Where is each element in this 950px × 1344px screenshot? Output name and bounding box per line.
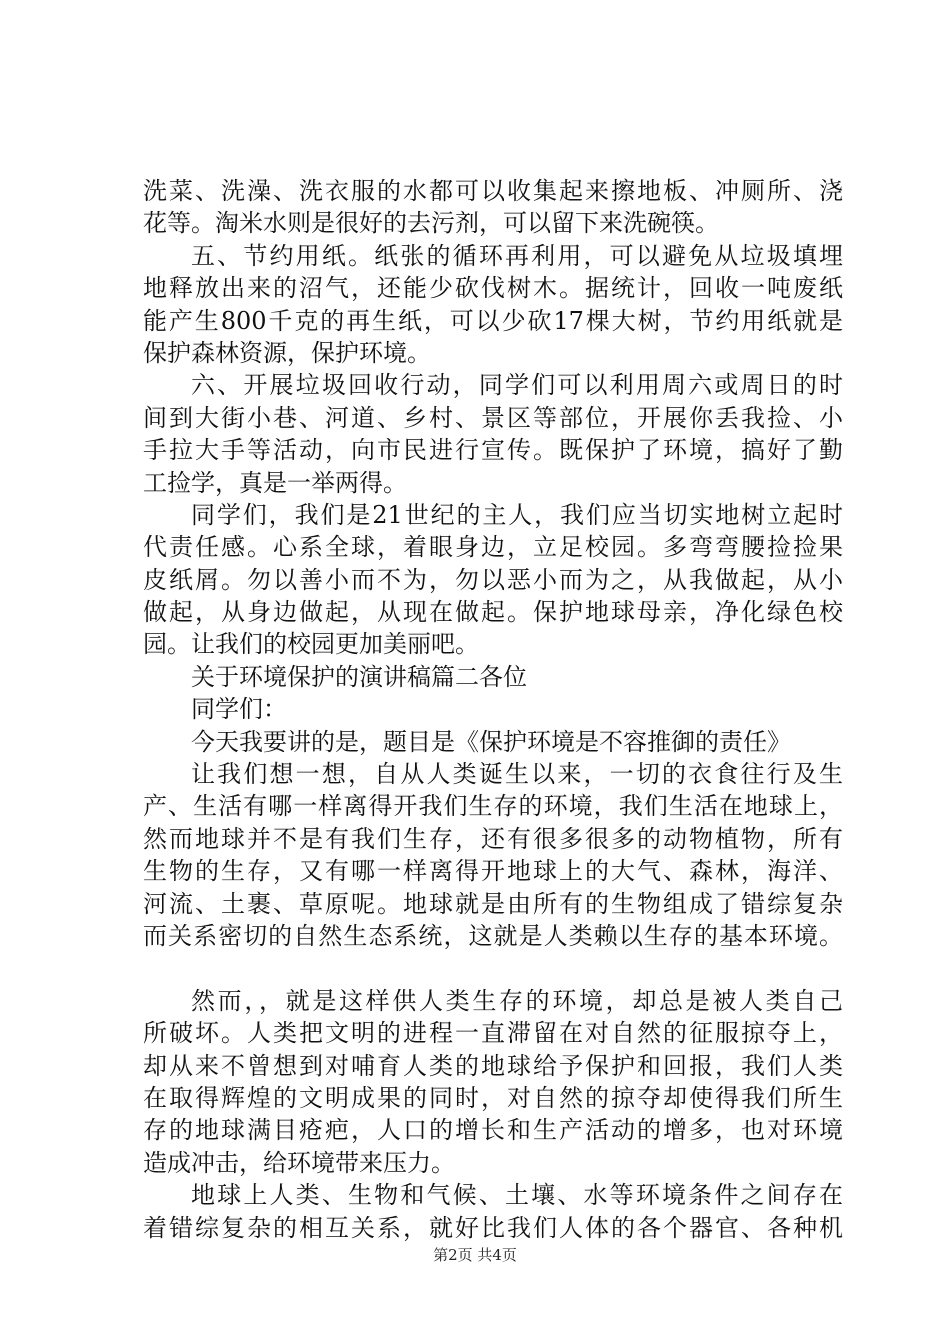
text-line: 所破坏。人类把文明的进程一直滞留在对自然的征服掠夺上， xyxy=(143,1019,843,1048)
text-line: 间到大街小巷、河道、乡村、景区等部位，开展你丢我捡、小 xyxy=(143,403,843,432)
text-line: 同学们，我们是21世纪的主人，我们应当切实地树立起时 xyxy=(191,500,843,529)
text-line: 同学们： xyxy=(191,695,287,724)
text-line: 手拉大手等活动，向市民进行宣传。既保护了环境，搞好了勤 xyxy=(143,436,843,465)
text-line: 保护森林资源，保护环境。 xyxy=(143,338,431,367)
text-line: 着错综复杂的相互关系，就好比我们人体的各个器官、各种机 xyxy=(143,1213,843,1242)
text-line: 代责任感。心系全球，着眼身边，立足校园。多弯弯腰捡捡果 xyxy=(143,533,843,562)
text-line: 做起，从身边做起，从现在做起。保护地球母亲，净化绿色校 xyxy=(143,598,843,627)
text-line: 地球上人类、生物和气候、土壤、水等环境条件之间存在 xyxy=(191,1181,843,1210)
text-line: 能产生800千克的再生纸，可以少砍17棵大树，节约用纸就是 xyxy=(143,306,843,335)
text-line: 然而地球并不是有我们生存，还有很多很多的动物植物，所有 xyxy=(143,824,843,853)
document-body xyxy=(143,175,843,1244)
text-line: 工捡学，真是一举两得。 xyxy=(143,468,407,497)
text-line: 关于环境保护的演讲稿篇二各位 xyxy=(191,662,527,691)
text-line: 地释放出来的沼气，还能少砍伐树木。据统计，回收一吨废纸 xyxy=(143,274,843,303)
text-line: 存的地球满目疮疤，人口的增长和生产活动的增多，也对环境 xyxy=(143,1116,843,1145)
text-line: 而关系密切的自然生态系统，这就是人类赖以生存的基本环境。 xyxy=(143,921,843,950)
text-line: 产、生活有哪一样离得开我们生存的环境，我们生活在地球上， xyxy=(143,792,843,821)
text-line: 让我们想一想，自从人类诞生以来，一切的衣食往行及生 xyxy=(191,760,843,789)
text-line: 然而，，就是这样供人类生存的环境，却总是被人类自己 xyxy=(191,986,843,1015)
text-line: 皮纸屑。勿以善小而不为，勿以恶小而为之，从我做起，从小 xyxy=(143,565,843,594)
paragraph-gap xyxy=(143,952,843,984)
text-line: 园。让我们的校园更加美丽吧。 xyxy=(143,630,479,659)
text-line: 今天我要讲的是，题目是《保护环境是不容推御的责任》 xyxy=(191,727,791,756)
text-line: 造成冲击，给环境带来压力。 xyxy=(143,1148,455,1177)
text-line: 却从来不曾想到对哺育人类的地球给予保护和回报，我们人类 xyxy=(143,1051,843,1080)
page-number-footer: 第2页 共4页 xyxy=(433,1246,517,1264)
text-line: 洗菜、洗澡、洗衣服的水都可以收集起来擦地板、冲厕所、浇 xyxy=(143,177,843,205)
text-line: 生物的生存，又有哪一样离得开地球上的大气、森林，海洋、 xyxy=(143,857,843,886)
text-line: 河流、土裹、草原呢。地球就是由所有的生物组成了错综复杂 xyxy=(143,889,843,918)
text-line: 花等。淘米水则是很好的去污剂，可以留下来洗碗筷。 xyxy=(143,209,719,238)
text-line: 六、开展垃圾回收行动，同学们可以利用周六或周日的时 xyxy=(191,371,843,400)
text-line: 五、节约用纸。纸张的循环再利用，可以避免从垃圾填埋 xyxy=(191,241,843,270)
text-line: 在取得辉煌的文明成果的同时，对自然的掠夺却使得我们所生 xyxy=(143,1083,843,1112)
